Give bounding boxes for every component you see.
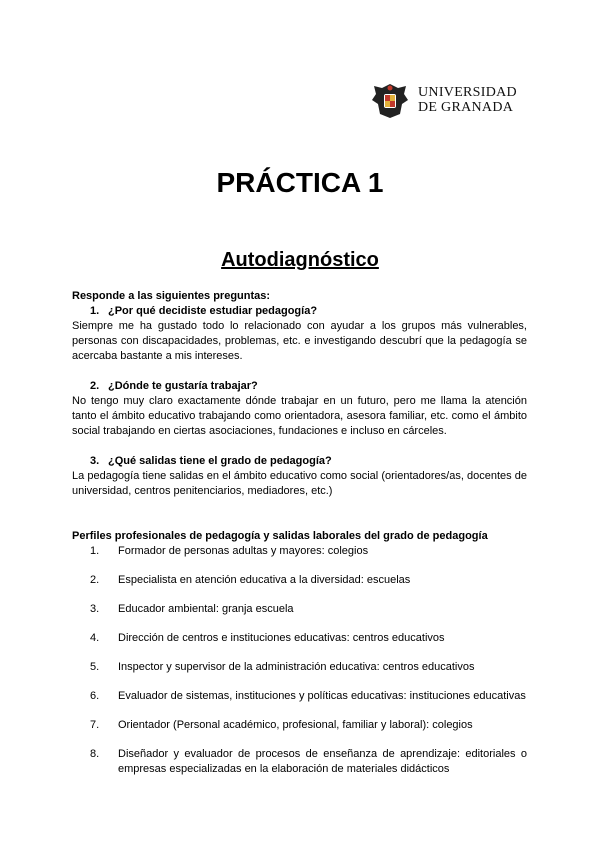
profiles-heading: Perfiles profesionales de pedagogía y salidas laborales del grado de pedagogía	[72, 530, 488, 542]
list-item-text: Inspector y supervisor de la administración educativa: centros educativos	[118, 661, 475, 673]
list-item	[90, 573, 527, 588]
list-item-number: 5.	[90, 661, 100, 673]
list-item-text: Evaluador de sistemas, instituciones y políticas educativas: instituciones educativas	[118, 690, 526, 702]
answer-2: No tengo muy claro exactamente dónde trabajar en un futuro, pero me llama la atención tanto el ámbito educativo trabajando como orientadora, asesora familiar, etc. como el ámbito social trabajando en ciertas asociaciones, fundaciones e incluso en cárceles.	[72, 395, 527, 437]
question-1	[72, 304, 527, 319]
profiles-list	[72, 544, 527, 777]
intro-text: Responde a las siguientes preguntas:	[72, 290, 271, 302]
university-logo	[368, 80, 517, 120]
question-2	[72, 379, 527, 394]
list-item	[90, 631, 527, 646]
document-body	[72, 289, 527, 791]
list-item-text: Orientador (Personal académico, profesional, familiar y laboral): colegios	[118, 719, 473, 731]
question-text: ¿Qué salidas tiene el grado de pedagogía?	[108, 455, 332, 467]
university-name-line1: UNIVERSIDAD	[418, 85, 517, 100]
question-text: ¿Dónde te gustaría trabajar?	[108, 380, 258, 392]
list-item-number: 1.	[90, 545, 100, 557]
question-number: 3.	[90, 455, 100, 467]
list-item	[90, 718, 527, 733]
list-item-number: 8.	[90, 748, 100, 760]
university-crest-icon	[368, 80, 412, 120]
list-item-number: 4.	[90, 632, 100, 644]
list-item-number: 2.	[90, 574, 100, 586]
question-text: ¿Por qué decidiste estudiar pedagogía?	[108, 305, 318, 317]
answer-1: Siempre me ha gustado todo lo relacionado con ayudar a los grupos más vulnerables, personas con discapacidades, problemas, etc. e investigando descubrí que la pedagogía se acercaba bastante a mis intereses.	[72, 320, 527, 362]
list-item-text: Especialista en atención educativa a la diversidad: escuelas	[118, 574, 411, 586]
university-name-line2: DE GRANADA	[418, 100, 514, 115]
list-item	[90, 602, 527, 617]
list-item-text: Diseñador y evaluador de procesos de enseñanza de aprendizaje: editoriales o empresas especializadas en la elaboración de materiales didácticos	[118, 748, 527, 775]
list-item-number: 7.	[90, 719, 100, 731]
list-item	[90, 689, 527, 704]
list-item-number: 6.	[90, 690, 100, 702]
university-name	[418, 85, 517, 115]
page-subtitle: Autodiagnóstico	[221, 249, 379, 271]
list-item-text: Formador de personas adultas y mayores: colegios	[118, 545, 369, 557]
list-item	[90, 660, 527, 675]
question-number: 1.	[90, 305, 100, 317]
list-item-number: 3.	[90, 603, 100, 615]
page-title: PRÁCTICA 1	[216, 167, 384, 198]
list-item	[90, 544, 527, 559]
list-item-text: Dirección de centros e instituciones educativas: centros educativos	[118, 632, 445, 644]
answer-3: La pedagogía tiene salidas en el ámbito educativo como social (orientadores/as, docentes de universidad, centros penitenciarios, mediadores, etc.)	[72, 470, 527, 497]
list-item-text: Educador ambiental: granja escuela	[118, 603, 294, 615]
list-item	[90, 747, 527, 777]
question-number: 2.	[90, 380, 100, 392]
question-3	[72, 454, 527, 469]
